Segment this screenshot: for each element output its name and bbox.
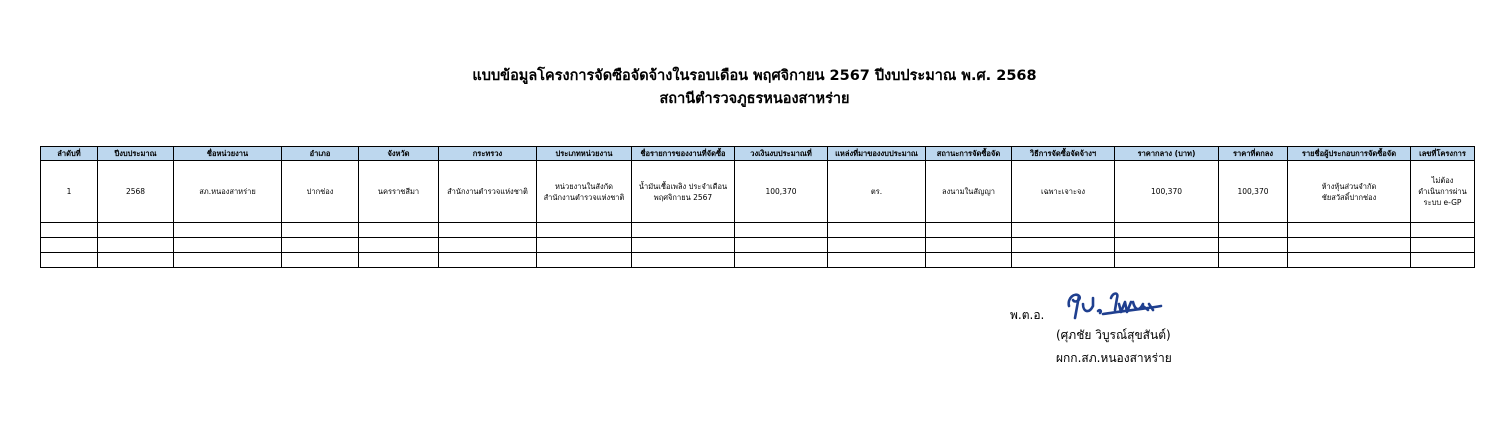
header-source: แหล่งที่มาของงบประมาณ <box>828 147 926 161</box>
cell-vendor-line1: ห้างหุ้นส่วนจำกัด <box>1321 181 1377 191</box>
table-header-row <box>41 147 1475 161</box>
cell-agency-type <box>537 161 632 223</box>
cell-item <box>632 161 735 223</box>
table-row <box>41 161 1475 223</box>
cell-project-no <box>1411 161 1475 223</box>
header-project-no: เลขที่โครงการ <box>1411 147 1475 161</box>
header-status: สถานะการจัดซื้อจัด <box>926 147 1012 161</box>
signatory-position: ผกก.สภ.หนองสาหร่าย <box>1056 351 1172 365</box>
cell-agency-type-line2: สำนักงานตำรวจแห่งชาติ <box>543 192 625 202</box>
cell-agency-type-line1: หน่วยงานในสังกัด <box>554 181 614 191</box>
header-agreed-price: ราคาที่ตกลง <box>1219 147 1288 161</box>
cell-median-price: 100,370 <box>1115 161 1219 223</box>
cell-district: ปากช่อง <box>282 161 359 223</box>
cell-source: ตร. <box>828 161 926 223</box>
procurement-table <box>40 146 1475 268</box>
header-method: วิธีการจัดซื้อจัดจ้างฯ <box>1012 147 1115 161</box>
header-district: อำเภอ <box>282 147 359 161</box>
cell-province: นครราชสีมา <box>359 161 439 223</box>
cell-budget: 100,370 <box>735 161 828 223</box>
signature-rank-prefix: พ.ต.อ. <box>1010 308 1045 322</box>
header-item: ชื่อรายการของงานที่จัดซื้อ <box>632 147 735 161</box>
document-subtitle: สถานีตำรวจภูธรหนองสาหร่าย <box>659 91 850 107</box>
header-budget: วงเงินงบประมาณที่ <box>735 147 828 161</box>
signatory-name: (ศุภชัย วิบูรณ์สุขสันต์) <box>1056 328 1171 342</box>
empty-table-row <box>41 223 1475 238</box>
cell-agency: สภ.หนองสาหร่าย <box>174 161 282 223</box>
cell-vendor-line2: ชัยสวัสดิ์ปากช่อง <box>1321 192 1377 202</box>
cell-status: ลงนามในสัญญา <box>926 161 1012 223</box>
header-median-price: ราคากลาง (บาท) <box>1115 147 1219 161</box>
empty-table-row <box>41 238 1475 253</box>
header-ministry: กระทรวง <box>439 147 537 161</box>
cell-method: เฉพาะเจาะจง <box>1012 161 1115 223</box>
header-vendor: รายชื่อผู้ประกอบการจัดซื้อจัด <box>1288 147 1411 161</box>
cell-no: 1 <box>41 161 98 223</box>
handwritten-signature <box>1063 284 1163 324</box>
header-agency-type: ประเภทหน่วยงาน <box>537 147 632 161</box>
empty-table-row <box>41 253 1475 268</box>
cell-agreed-price: 100,370 <box>1219 161 1288 223</box>
cell-vendor <box>1288 161 1411 223</box>
cell-project-line2: ดำเนินการผ่าน <box>1418 187 1467 196</box>
header-province: จังหวัด <box>359 147 439 161</box>
cell-project-line1: ไม่ต้อง <box>1431 176 1454 185</box>
cell-item-line2: พฤศจิกายน 2567 <box>653 192 713 202</box>
header-agency: ชื่อหน่วยงาน <box>174 147 282 161</box>
document-title: แบบข้อมูลโครงการจัดซือจัดจ้างในรอบเดือน พฤศจิกายน 2567 ปีงบประมาณ พ.ศ. 2568 <box>472 68 1037 84</box>
header-no: ลำดับที่ <box>41 147 98 161</box>
cell-project-line3: ระบบ e-GP <box>1423 198 1462 207</box>
cell-ministry: สำนักงานตำรวจแห่งชาติ <box>439 161 537 223</box>
cell-item-line1: น้ำมันเชื้อเพลิง ประจำเดือน <box>638 181 728 191</box>
header-year: ปีงบประมาณ <box>98 147 174 161</box>
cell-year: 2568 <box>98 161 174 223</box>
